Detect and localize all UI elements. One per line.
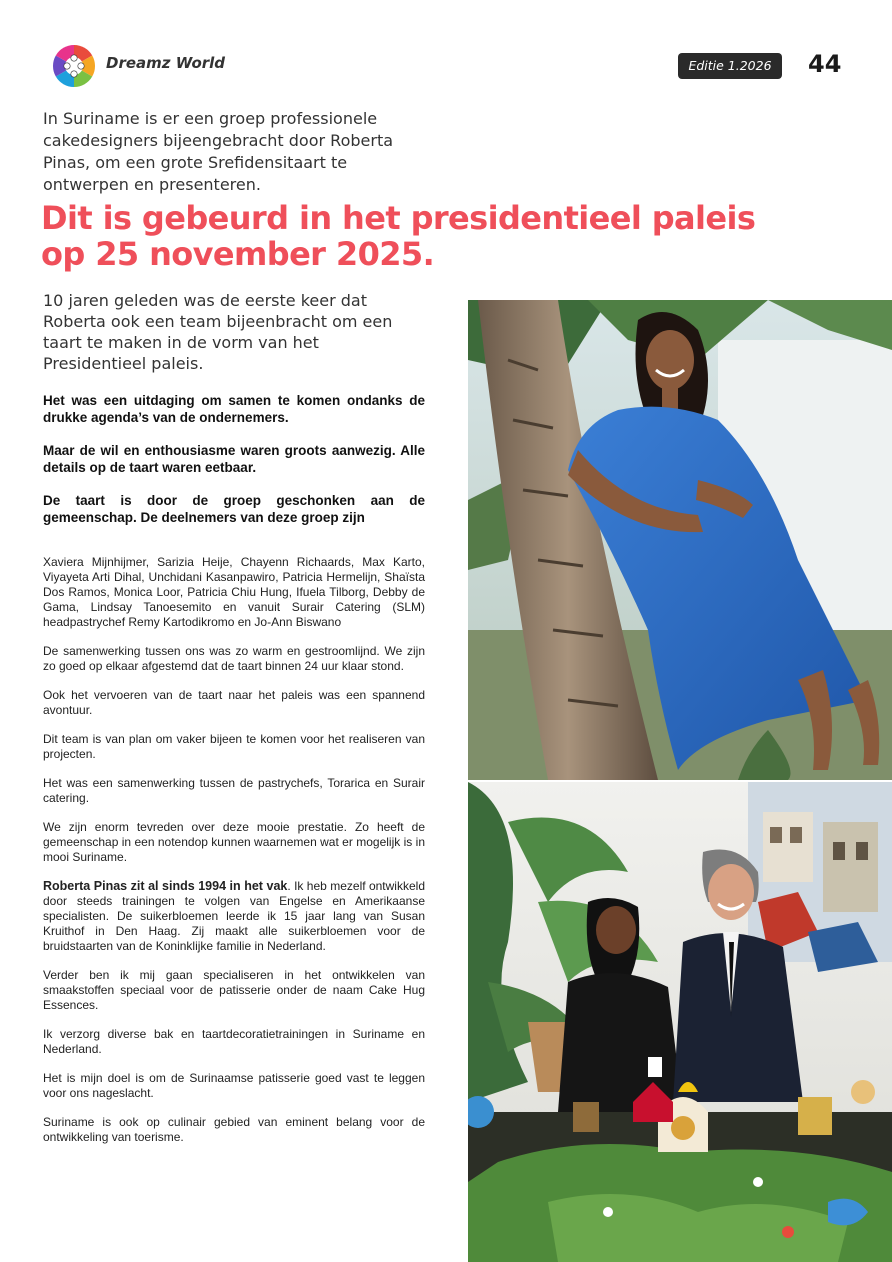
page-number: 44 (808, 50, 842, 78)
participants-list: Xaviera Mijnhijmer, Sarizia Heije, Chayenn Richaards, Max Karto, Viyayeta Arti Dihal, Unchidani Kasanpawiro, Patricia Hermelijn, Shaïsta Dos Ramos, Monica Loor, Patricia Chiu Hung, Ifuela Tilborg, Debby de Gama, Lindsay Tanoesemito en vanuit Surair Catering (SLM) headpastrychef Remy Kartodikromo en Jo-Ann Biswano (43, 555, 425, 629)
body-paragraph: Verder ben ik mij gaan specialiseren in het ontwikkelen van smaakstoffen speciaal voor de patisserie onder de naam Cake Hug Essences. (43, 968, 425, 1012)
lead-paragraph: 10 jaren geleden was de eerste keer dat Roberta ook een team bijeenbracht om een taart te maken in de vorm van het Presidentieel paleis. (43, 291, 393, 373)
body-paragraph: We zijn enorm tevreden over deze mooie prestatie. Zo heeft de gemeenschap in een notendop kunnen waarnemen wat er mogelijk is in mooi Suriname. (43, 820, 425, 864)
body-paragraph: Het is mijn doel is om de Surinaamse patisserie goed vast te leggen voor ons nageslacht. (43, 1071, 425, 1100)
body-paragraph: Ik verzorg diverse bak en taartdecoratietrainingen in Suriname en Nederland. (43, 1027, 425, 1056)
body-paragraph: Dit team is van plan om vaker bijeen te komen voor het realiseren van projecten. (43, 732, 425, 761)
body-text: . Ik heb mezelf ontwikkeld door steeds trainingen te volgen van Engelse en Amerikaanse specialisten. De suikerbloemen leerde ik 15 jaar lang van Susan Kruithof in Den Haag. Zij maakt alle suikerbloemen voor de bruidstaarten van de Koninklijke familie in Nederland. (43, 879, 425, 953)
dreamz-world-logo (52, 44, 96, 88)
edition-badge: Editie 1.2026 (678, 53, 782, 79)
body-paragraph (43, 879, 425, 954)
photo-roberta-pinas (468, 300, 892, 780)
body-paragraph: Het was een samenwerking tussen de pastrychefs, Torarica en Surair catering. (43, 776, 425, 805)
bold-paragraph: Maar de wil en enthousiasme waren groots aanwezig. Alle details op de taart waren eetbaar. (43, 443, 425, 475)
body-paragraph: Ook het vervoeren van de taart naar het paleis was een spannend avontuur. (43, 688, 425, 717)
headline: Dit is gebeurd in het presidentieel paleis op 25 november 2025. (41, 199, 756, 273)
body-bold-lead: Roberta Pinas zit al sinds 1994 in het vak (43, 879, 288, 893)
bold-paragraphs (43, 392, 425, 542)
body-paragraph: Suriname is ook op culinair gebied van eminent belang voor de ontwikkeling van toerisme. (43, 1115, 425, 1144)
intro-paragraph: In Suriname is er een groep professionele cakedesigners bijeengebracht door Roberta Pinas, om een grote Srefidensitaart te ontwerpen en presenteren. (43, 109, 394, 194)
brand-name: Dreamz World (106, 54, 226, 72)
photo-cake-presentation (468, 782, 892, 1262)
bold-paragraph: De taart is door de groep geschonken aan de gemeenschap. De deelnemers van deze groep zijn (43, 493, 425, 525)
body-paragraph: De samenwerking tussen ons was zo warm en gestroomlijnd. We zijn zo goed op elkaar afgestemd dat de taart binnen 24 uur klaar stond. (43, 644, 425, 673)
article-body (43, 555, 425, 1159)
bold-paragraph: Het was een uitdaging om samen te komen ondanks de drukke agenda’s van de ondernemers. (43, 393, 425, 425)
